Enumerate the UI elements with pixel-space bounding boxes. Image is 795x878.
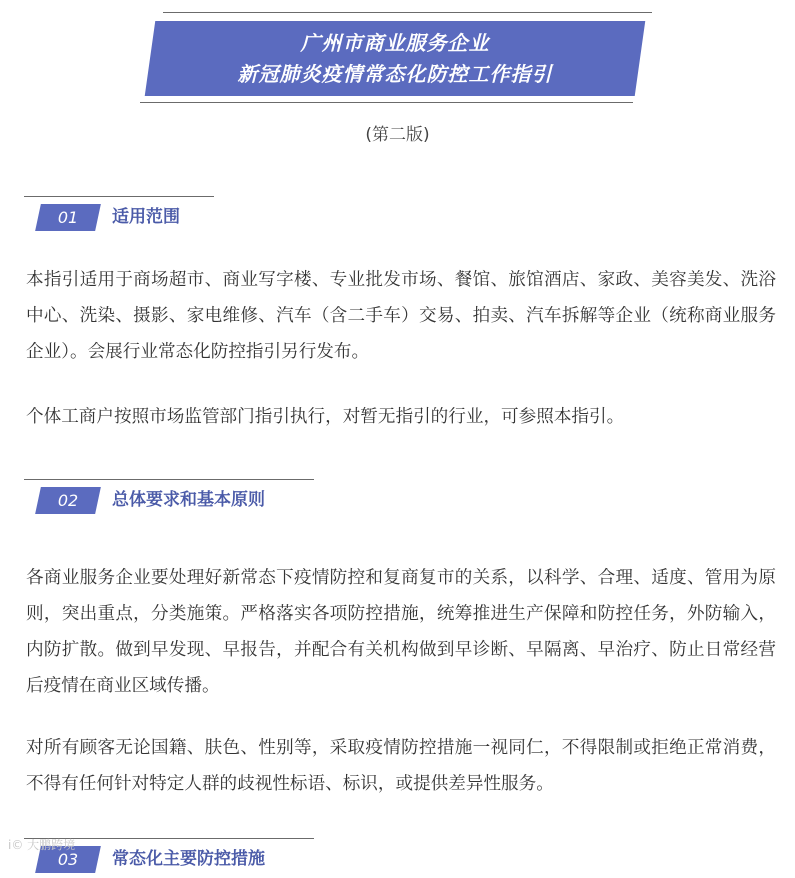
title-line-2: 新冠肺炎疫情常态化防控工作指引 <box>237 61 553 86</box>
section-title: 常态化主要防控措施 <box>112 849 265 869</box>
paragraph-principles: 各商业服务企业要处理好新常态下疫情防控和复商复市的关系，以科学、合理、适度、管用为原则，突出重点，分类施策。严格落实各项防控措施，统筹推进生产保障和防控任务，外防输入，内防扩散。做到早发现、早报告，并配合有关机构做到早诊断、早隔离、早治疗、防止日常经营后疫情在商业区域传播。 <box>26 568 776 696</box>
document-title <box>150 21 640 96</box>
edition-label: (第二版) <box>365 125 430 145</box>
section-number: 02 <box>57 491 79 510</box>
section-title: 适用范围 <box>112 207 180 227</box>
title-block <box>0 0 795 120</box>
section-rule <box>24 479 314 480</box>
section-header-01 <box>24 196 224 236</box>
title-rule-top <box>163 12 652 13</box>
section-header-02 <box>24 479 324 519</box>
section-rule <box>24 196 214 197</box>
watermark: i© 大鹏跨境 <box>8 838 76 852</box>
section-title: 总体要求和基本原则 <box>112 490 265 510</box>
paragraph-equal-treatment: 对所有顾客无论国籍、肤色、性别等，采取疫情防控措施一视同仁，不得限制或拒绝正常消费，不得有任何针对特定人群的歧视性标语、标识，或提供差异性服务。 <box>26 738 776 794</box>
section-number: 01 <box>57 208 79 227</box>
paragraph-scope: 本指引适用于商场超市、商业写字楼、专业批发市场、餐馆、旅馆酒店、家政、美容美发、洗浴中心、洗染、摄影、家电维修、汽车（含二手车）交易、拍卖、汽车拆解等企业（统称商业服务企业）。会展行业常态化防控指引另行发布。 <box>26 270 776 362</box>
title-rule-bottom <box>140 102 633 103</box>
section-number: 03 <box>57 850 79 869</box>
title-line-1: 广州市商业服务企业 <box>300 30 490 55</box>
paragraph-individual: 个体工商户按照市场监管部门指引执行，对暂无指引的行业，可参照本指引。 <box>26 407 625 427</box>
